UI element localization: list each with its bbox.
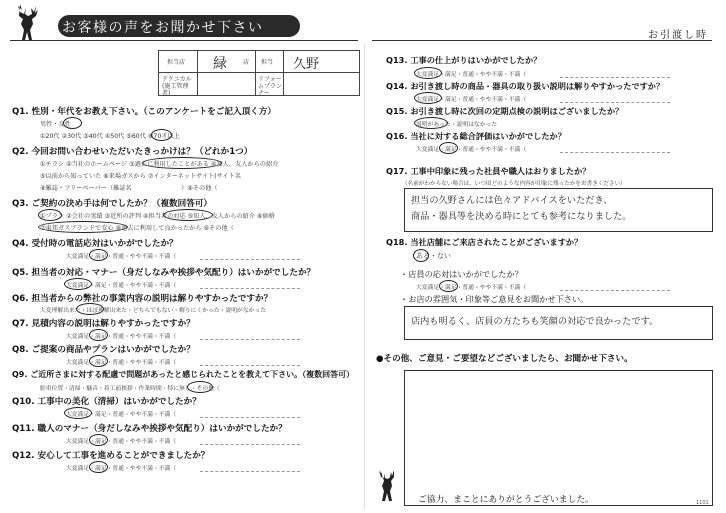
q10-title: Q10. 工事中の美化（清掃）はいかがでしたか？	[12, 397, 201, 407]
page-title: お客様の声をお聞かせ下さい	[62, 20, 264, 36]
q8-title: Q8. ご提案の商品やプランはいかがでしたか？	[12, 345, 195, 355]
q1-line1: 男性・女性	[40, 121, 71, 128]
q4-answer-line	[200, 259, 300, 260]
q4-title: Q4. 受付時の電話応対はいかがでしたか？	[12, 239, 178, 249]
q14-answer-circle	[414, 92, 442, 104]
header-rule-left	[10, 40, 358, 41]
q4-scale: 大変満足・満足・普通・やや不満・不満（	[66, 254, 177, 260]
person-label: 担当	[261, 59, 274, 66]
q6-scale: 大変理解出来た・ほぼ理解出来た・どちらでもない・解りにくかった・説明がなかった	[40, 308, 267, 314]
q3-line1: ①プラン ②会社の実績 ③近所の評判 ④担当者の対応 ⑤知人、友人からの紹介 ⑥価格	[40, 213, 275, 220]
shop-suffix: 店	[243, 59, 250, 66]
q1-line2: ①20代 ②30代 ③40代 ④50代 ⑤60代 ⑥70才以上	[40, 133, 180, 140]
q3-title: Q3. ご契約の決め手は何でしたか？（複数回答可）	[12, 199, 213, 209]
q17-answer-line1: 担当の久野さんには色々アドバイスをいただき、	[411, 195, 613, 206]
other-comments-box	[404, 370, 713, 506]
q10-answer-circle	[64, 407, 92, 419]
q3-answer-circle-1	[38, 209, 62, 221]
q7-scale: 大変満足・満足・普通・やや不満・不満（	[66, 334, 177, 340]
q16-answer-line	[560, 152, 670, 153]
header-rule-right	[372, 40, 712, 41]
q10-scale: 大変満足・満足・普通・やや不満・不満（	[66, 412, 177, 418]
q17-answer-line2: 商品・器具等を決める時にとても参考になりました。	[411, 211, 632, 222]
planner-label: リフォームプランナー	[258, 76, 283, 97]
q2-line1: ①チラシ ②当社のホームページ ③過去に利用したことがある ④知人、友人からの紹介	[40, 161, 279, 168]
page-code: 1101	[696, 500, 709, 506]
q7-title: Q7. 見積内容の説明は解りやすかったですか？	[12, 319, 195, 329]
q18b-answer-box	[404, 306, 713, 340]
q11-answer-line	[200, 444, 300, 445]
deer-illustration-icon	[372, 467, 402, 503]
q2-title: Q2. 今回お問い合わせいただいたきっかけは？（どれか1つ）	[12, 147, 253, 157]
other-heading: ●その他、ご意見・ご要望などございましたら、お聞かせ下さい。	[376, 354, 633, 364]
q7-answer-line	[200, 339, 300, 340]
q9-title: Q9. ご近所さまに対する配慮で問題があったと感じられたことを教えて下さい。（複数回答可）	[12, 370, 355, 379]
q16-title: Q16. 当社に対する総合評価はいかがでしたか？	[386, 131, 566, 141]
q3-answer-circle-2	[163, 209, 213, 221]
q13-title: Q13. 工事の仕上がりはいかがでしたか？	[386, 55, 542, 65]
q11-title: Q11. 職人のマナー（身だしなみや挨拶や気配り）はいかがでしたか？	[12, 424, 287, 434]
shop-label: 担当店	[167, 59, 186, 66]
q16-answer-circle	[439, 142, 458, 154]
q5-answer-line	[200, 288, 300, 289]
shop-value: 緑	[213, 56, 227, 72]
q12-answer-line	[200, 471, 300, 472]
q16-scale: 大変満足・満足・普通・やや不満・不満（	[416, 147, 527, 153]
q1-age-circle	[151, 129, 172, 141]
thanks-text: ご協力、まことにありがとうございました。	[418, 495, 594, 505]
q5-title: Q5. 担当者の対応・マナー（身だしなみや挨拶や気配り）はいかがでしたか？	[12, 268, 316, 278]
q9-scale: 駐車位置・清掃・騒音・着工前挨拶・作業時間・特に無し・その他（	[40, 386, 220, 392]
q5-answer-circle	[64, 278, 92, 290]
q18a-title: ・店員の応対はいかがでしたか？	[400, 269, 523, 279]
q3-line2: ⑦東邦ガスブランドで安心 ⑧過去に利用して良かったから ⑨その他（	[40, 225, 234, 232]
q2-line3: ⑧雑誌・フリーペーパー（雑誌名 ）⑨その他（	[40, 185, 218, 192]
q18a-scale: 大変満足・満足・普通・やや不満・不満（	[416, 285, 527, 291]
q9-answer-circle	[187, 381, 213, 393]
q17-title: Q17. 工事中印象に残った社員や職人はおりましたか？	[386, 166, 591, 176]
q12-answer-circle	[89, 461, 108, 473]
q10-answer-line	[200, 417, 300, 418]
q6-answer-circle	[76, 303, 104, 315]
q13-answer-circle	[414, 67, 442, 79]
q15-answer-circle	[414, 117, 448, 129]
q13-answer-line	[560, 77, 670, 78]
q14-answer-line	[560, 102, 670, 103]
q18a-answer-line	[560, 290, 670, 291]
q2-answer-circle	[142, 157, 222, 169]
q11-answer-circle	[89, 434, 108, 446]
person-value: 久野	[293, 57, 320, 72]
page-divider	[364, 44, 365, 509]
q15-title: Q15. お引き渡し時に次回の定期点検の説明はございましたか？	[386, 106, 624, 116]
q2-line2: ⑤以前から知っていた ⑥来場ガスから ⑦インターネットサイト(サイト名	[40, 173, 241, 180]
q17-answer-box	[404, 188, 713, 232]
q18b-title: ・お店の雰囲気・印象等ご意見をお聞かせ下さい。	[400, 294, 589, 304]
tech-label: テクニカル(施工管理者)	[162, 76, 192, 97]
q13-scale: 大変満足・満足・普通・やや不満・不満（	[416, 72, 527, 78]
q5-scale: 大変満足・満足・普通・やや不満・不満（	[66, 283, 177, 289]
q14-title: Q14. お引き渡し時の商品・器具の取り扱い説明は解りやすかったですか？	[386, 81, 665, 91]
q17-note: （名前がわからない場合は、いつ頃どのような内容が印象に残ったかをお書きください）	[402, 181, 626, 187]
q8-scale: 大変満足・満足・普通・やや不満・不満（	[66, 360, 177, 366]
q11-scale: 大変満足・満足・普通・やや不満・不満（	[66, 439, 177, 445]
q3-answer-circle-3	[38, 221, 128, 233]
q18-title: Q18. 当社店舗にご来店されたことがございますか？	[386, 237, 583, 247]
handover-label: お引渡し時	[648, 30, 708, 41]
deer-logo-icon	[6, 2, 52, 42]
q15-scale: 説明があった・説明はなかった	[416, 122, 498, 128]
q1-title: Q1. 性別・年代をお教え下さい。（このアンケートをご記入頂く方）	[12, 107, 276, 117]
q8-answer-circle	[89, 355, 108, 367]
q6-title: Q6. 担当者からの弊社の事業内容の説明は解りやすかったですか？	[12, 294, 273, 304]
q14-scale: 大変満足・満足・普通・やや不満・不満（	[416, 97, 527, 103]
q12-scale: 大変満足・満足・普通・やや不満・不満（	[66, 466, 177, 472]
q18-answer-circle	[413, 249, 429, 262]
q4-answer-circle	[89, 249, 108, 261]
q18-scale: ある・ない	[416, 252, 451, 260]
staff-table	[158, 50, 360, 96]
q7-answer-circle	[89, 329, 108, 341]
q1-answer-circle	[63, 117, 82, 129]
q18b-answer-text: 店内も明るく、店員の方たちも笑顔の対応で良かったです。	[411, 316, 659, 327]
q18a-answer-circle	[439, 280, 458, 292]
q8-answer-line	[200, 365, 300, 366]
q12-title: Q12. 安心して工事を進めることができましたか？	[12, 451, 210, 461]
